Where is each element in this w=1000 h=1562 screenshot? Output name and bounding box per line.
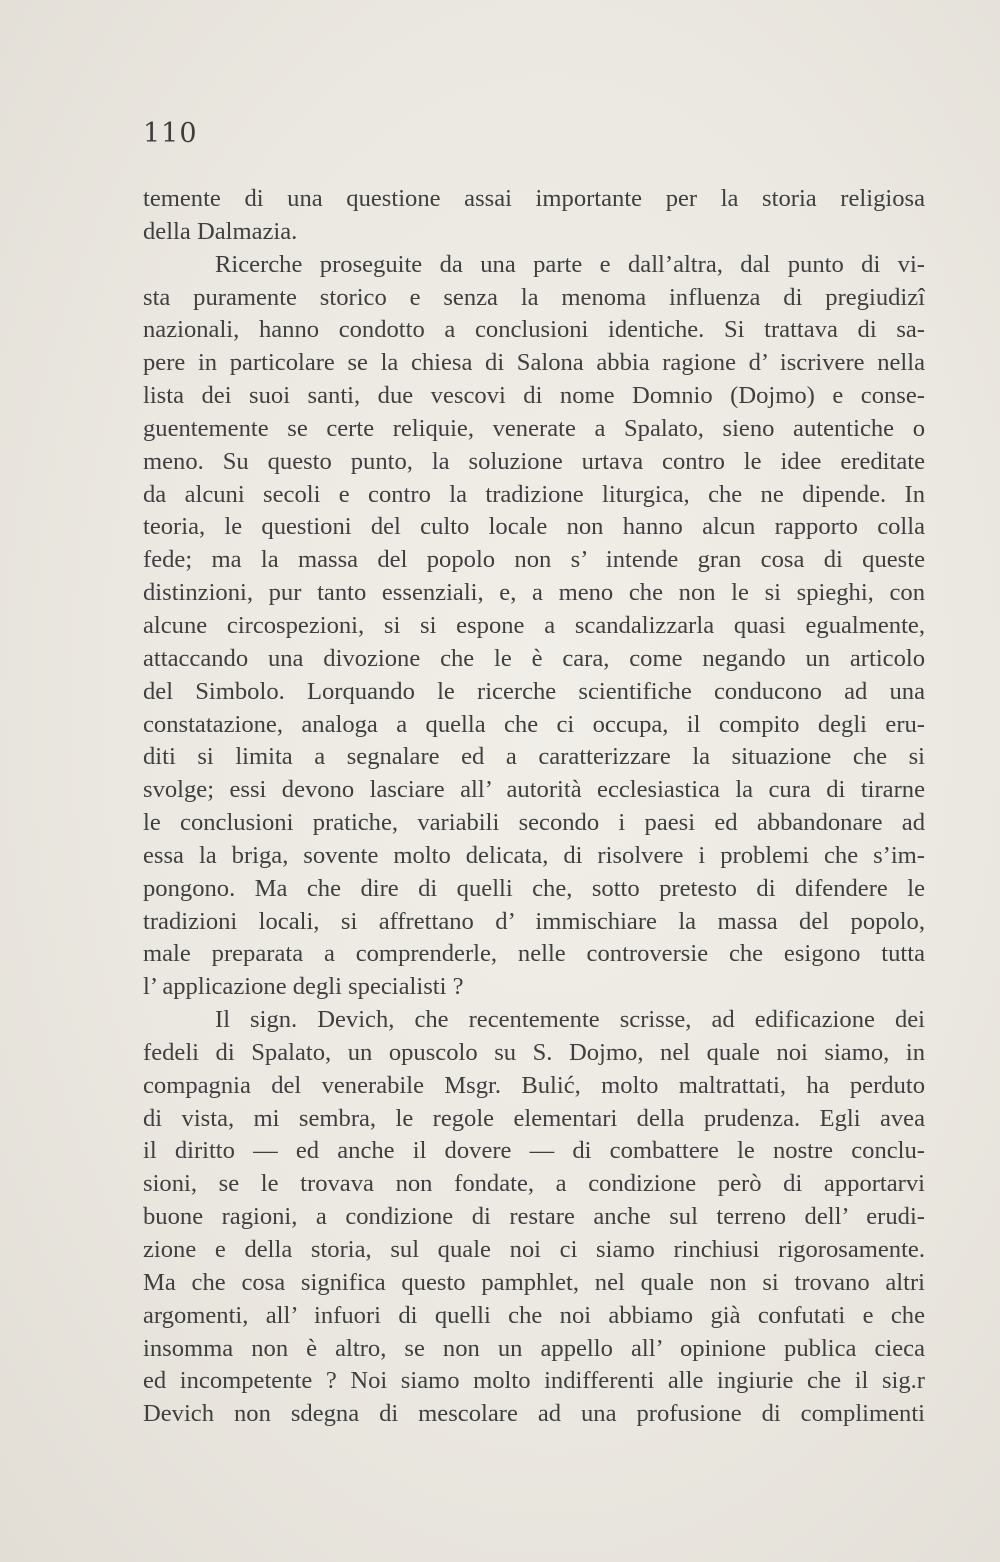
text-line: pere in particolare se la chiesa di Salona abbia ragione d’ iscrivere nella	[143, 349, 925, 377]
text-line: distinzioni, pur tanto essenziali, e, a meno che non le si spieghi, con	[143, 579, 925, 607]
text-line: alcune circospezioni, si si espone a scandalizzarla quasi egualmente,	[143, 611, 925, 639]
text-line: meno. Su questo punto, la soluzione urtava contro le idee ereditate	[143, 447, 925, 475]
text-line: temente di una questione assai importante per la storia religiosa	[143, 185, 925, 212]
text-line: della Dalmazia.	[143, 217, 298, 245]
text-line: buone ragioni, a condizione di restare anche sul terreno dell’ erudi-	[143, 1203, 925, 1231]
text-line: Ricerche proseguite da una parte e dall’altra, dal punto di vi-	[215, 250, 925, 278]
text-line: svolge; essi devono lasciare all’ autorità ecclesiastica la cura di tirarne	[143, 776, 925, 804]
text-line: zione e della storia, sul quale noi ci siamo rinchiusi rigorosamente.	[143, 1236, 925, 1263]
text-line: fedeli di Spalato, un opuscolo su S. Dojmo, nel quale noi siamo, in	[143, 1038, 925, 1066]
text-line: fede; ma la massa del popolo non s’ intende gran cosa di queste	[143, 546, 925, 574]
text-line: teoria, le questioni del culto locale non hanno alcun rapporto colla	[143, 513, 925, 541]
text-line: male preparata a comprenderle, nelle controversie che esigono tutta	[143, 940, 925, 968]
text-line: del Simbolo. Lorquando le ricerche scientifiche conducono ad una	[143, 677, 925, 705]
text-line: lista dei suoi santi, due vescovi di nome Domnio (Dojmo) e conse-	[143, 382, 925, 410]
text-line: constatazione, analoga a quella che ci occupa, il compito degli eru-	[143, 710, 925, 738]
text-line: tradizioni locali, si affrettano d’ immischiare la massa del popolo,	[143, 907, 925, 935]
body-text	[143, 183, 925, 1431]
text-line: argomenti, all’ infuori di quelli che noi abbiamo già confutati e che	[143, 1301, 925, 1329]
text-line: guentemente se certe reliquie, venerate a Spalato, sieno autentiche o	[143, 414, 925, 442]
text-line: essa la briga, sovente molto delicata, di risolvere i problemi che s’im-	[143, 841, 925, 869]
text-line: sioni, se le trovava non fondate, a condizione però di apportarvi	[143, 1170, 925, 1198]
page-number: 110	[143, 118, 198, 149]
text-line: Ma che cosa significa questo pamphlet, nel quale non si trovano altri	[143, 1268, 925, 1296]
text-line: attaccando una divozione che le è cara, come negando un articolo	[143, 644, 925, 672]
text-line: il diritto — ed anche il dovere — di combattere le nostre conclu-	[143, 1137, 925, 1165]
text-line: da alcuni secoli e contro la tradizione liturgica, che ne dipende. In	[143, 480, 925, 508]
text-line: di vista, mi sembra, le regole elementari della prudenza. Egli avea	[143, 1104, 925, 1132]
text-line: compagnia del venerabile Msgr. Bulić, molto maltrattati, ha perduto	[143, 1071, 925, 1099]
text-line: diti si limita a segnalare ed a caratterizzare la situazione che si	[143, 743, 925, 771]
text-line: nazionali, hanno condotto a conclusioni identiche. Si trattava di sa-	[143, 316, 925, 344]
text-line: insomma non è altro, se non un appello all’ opinione publica cieca	[143, 1334, 925, 1362]
text-line: le conclusioni pratiche, variabili secondo i paesi ed abbandonare ad	[143, 809, 925, 837]
text-line: l’ applicazione degli specialisti ?	[143, 973, 464, 1001]
text-line: pongono. Ma che dire di quelli che, sotto pretesto di difendere le	[143, 874, 925, 902]
text-line: ed incompetente ? Noi siamo molto indifferenti alle ingiurie che il sig.r	[143, 1367, 925, 1395]
text-line: Il sign. Devich, che recentemente scrisse, ad edificazione dei	[215, 1006, 925, 1034]
text-line: Devich non sdegna di mescolare ad una profusione di complimenti	[143, 1400, 925, 1428]
text-line: sta puramente storico e senza la menoma influenza di pregiudizî	[143, 283, 925, 311]
